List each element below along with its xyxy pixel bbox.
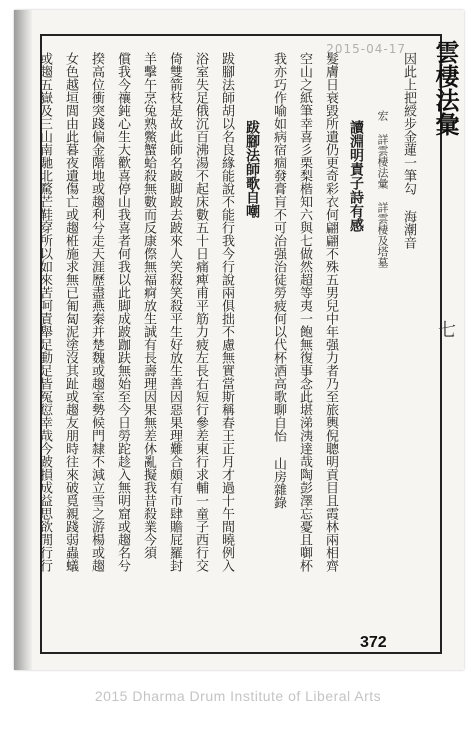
text-column: 我亦巧作喻如病宿痼發膏肓不可治强治徒勞疲何以代杯酒高歌聊自怡 山房雜錄 (271, 52, 286, 509)
book-gutter-shadow (14, 10, 32, 670)
text-column: 宏 詳雲棲法彙 詳雲棲及塔墓 (376, 110, 389, 268)
text-column: 跋腳法師歌自嘲 (244, 120, 260, 218)
text-column: 償我今禳鈍心生大歡喜停山我喜者何我以此脚成跛跏趺無始至今日勞跎趁入無明窟或趨名兮 (115, 52, 130, 572)
text-column: 因此上把綬步金蓮一筆勾 海潮音 (401, 52, 416, 249)
watermark: 2015 Dharma Drum Institute of Liberal Arts (94, 688, 382, 704)
text-column: 跋腳法師胡以名良緣能說不能行我今行說兩俱拙不慮無實當斯稱春王正月才過十午間曉例入 (219, 52, 234, 572)
text-column: 讀淵明責子詩有感 (348, 120, 364, 232)
text-column: 揆高位衝突踐偏金階地或趨利兮走天涯歷盡燕秦并楚魏或趨室勢候門隸不減立雪之游楊或趨 (89, 52, 104, 572)
book-side-volume-mark: 七 (435, 320, 456, 338)
text-column: 或趨五嶽及三山南馳北騖芒鞋穿所以如來苦呵責舉足動足皆冤愆幸哉今跛損成益思欲閒行行 (37, 52, 52, 572)
text-column: 女色越垣閭由此暮夜遺傷亡或趨栣施求無已匍匐泥塗沒其趾或趨友朋時往來破覓親踐弱蟲蟻 (63, 52, 78, 572)
date-stamp: 2015-04-17 (326, 42, 406, 56)
text-column: 倚雙箭枝是故此師名跛脚跛去跛來人笑殺笑殺平生好放生善因惡果理難合頗有市肆贍屁羅封 (167, 52, 182, 572)
scanned-book-page (14, 10, 464, 670)
page-frame-top-border (40, 34, 440, 36)
page-number: 372 (360, 634, 387, 651)
text-column: 空山之紙筆幸喜彡栗梨楷知六與七做然超等夷一飽無復事念此堪涕洟達哉陶彭澤忘憂且啣杯 (297, 52, 312, 572)
book-side-title: 雲棲法彙 (431, 40, 460, 136)
text-column: 髮膚日衰毀所遺仍更奇彩衣何翩翩不殊五男兒中年强力者乃至旅輿倪聰明貢目且霞林兩相齊 (323, 52, 338, 572)
text-column: 浴室失足俄沉百沸湯不起床數五十日痛痺甫平筋力疲左長右短行參差東行求輔一童子西行交 (193, 52, 208, 572)
text-column: 羊擊午烹兔熟鱉蟹蛤殺無數而反康傺無福痾放生誠有長壽理因果無差休亂擬我昔殺業今須 (141, 52, 156, 559)
